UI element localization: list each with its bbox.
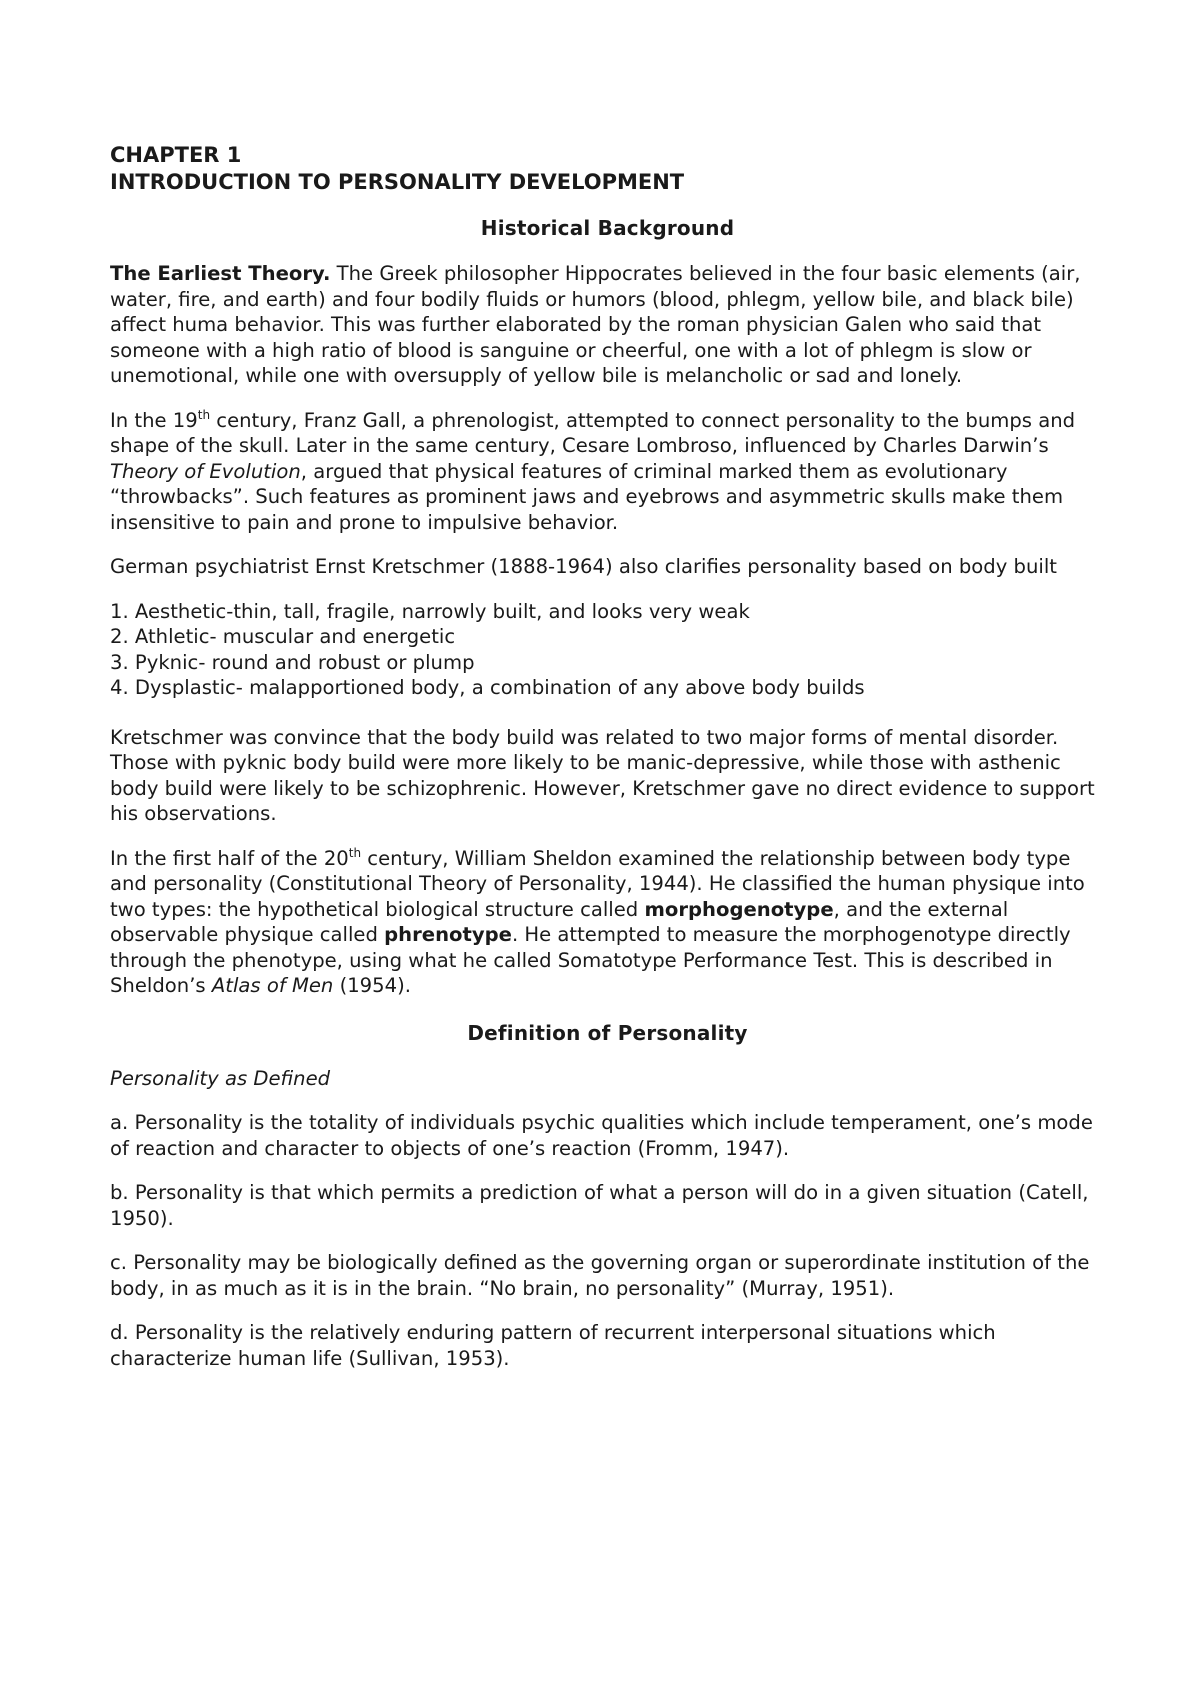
definition-item: a. Personality is the totality of individuals psychic qualities which include temperament, one’s mode of reaction and character to objects of one’s reaction (Fromm, 1947). bbox=[110, 1111, 1093, 1160]
text-run: century, William Sheldon examined the relationship between body type and personality (Constitutional Theory of Personality, 1944). He classified the human physique into two types: the hypothetical biological structure called bbox=[110, 846, 1085, 921]
text-run: century, Franz Gall, a phrenologist, attempted to connect personality to the bumps and shape of the skull. Later in the same century, Cesare Lombroso, influenced by Charles Darwin’s bbox=[110, 408, 1076, 457]
text-run: In the first half of the 20 bbox=[110, 846, 349, 870]
chapter-title: INTRODUCTION TO PERSONALITY DEVELOPMENT bbox=[110, 170, 685, 194]
paragraph-lead: The Earliest Theory. bbox=[110, 262, 331, 285]
text-run: (1954). bbox=[333, 974, 411, 997]
text-run: , and the external observable physique called bbox=[110, 897, 1009, 946]
paragraph-earliest-theory bbox=[110, 261, 1105, 389]
section-title-historical: Historical Background bbox=[480, 216, 735, 240]
list-item: 3. Pyknic- round and robust or plump bbox=[110, 650, 475, 674]
list-item: 4. Dysplastic- malapportioned body, a combination of any above body builds bbox=[110, 676, 865, 699]
list-item: 2. Athletic- muscular and energetic bbox=[110, 625, 456, 648]
chapter-number: CHAPTER 1 bbox=[110, 143, 242, 167]
definition-item: c. Personality may be biologically defined as the governing organ or superordinate institution of the body, in as much as it is in the brain. “No brain, no personality” (Murray, 1951). bbox=[110, 1251, 1090, 1300]
superscript: th bbox=[348, 845, 362, 860]
paragraph-kretschmer-intro: German psychiatrist Ernst Kretschmer (1888-1964) also clarifies personality based on body built bbox=[110, 555, 1057, 578]
bold-term: morphogenotype bbox=[644, 897, 834, 921]
chapter-heading bbox=[110, 142, 1105, 196]
italic-title: Theory of Evolution bbox=[110, 459, 301, 483]
body-type-list bbox=[110, 599, 1105, 701]
definition-item: b. Personality is that which permits a prediction of what a person will do in a given situation (Catell, 1950). bbox=[110, 1181, 1089, 1230]
document-page bbox=[110, 142, 1105, 1390]
paragraph-sheldon bbox=[110, 846, 1105, 999]
bold-term: phrenotype bbox=[384, 923, 512, 946]
paragraph-phrenology bbox=[110, 408, 1105, 536]
section-title-definition: Definition of Personality bbox=[467, 1020, 748, 1045]
paragraph-text: The Greek philosopher Hippocrates believed in the four basic elements (air, water, fire, and earth) and four bodily fluids or humors (blood, phlegm, yellow bile, and black bile) affect huma behavior. This was further elaborated by the roman physician Galen who said that someone with a high ratio of blood is sanguine or cheerful, one with a lot of phlegm is slow or unemotional, while one with oversupply of yellow bile is melancholic or sad and lonely. bbox=[110, 262, 1081, 387]
superscript: th bbox=[197, 407, 211, 422]
text-run: , argued that physical features of criminal marked them as evolutionary “throwbacks”. Such features as prominent jaws and eyebrows and asymmetric skulls make them insensitive to pain and prone to impulsive behavior. bbox=[110, 459, 1064, 534]
text-run: . He attempted to measure the morphogenotype directly through the phenotype, using what he called Somatotype Performance Test. This is described in Sheldon’s bbox=[110, 923, 1071, 997]
text-run: In the 19 bbox=[110, 408, 198, 432]
paragraph-kretschmer-disorder: Kretschmer was convince that the body build was related to two major forms of mental disorder. Those with pyknic body build were more likely to be manic-depressive, while those with asthenic body build were likely to be schizophrenic. However, Kretschmer gave no direct evidence to support his observations. bbox=[110, 725, 1095, 825]
italic-title: Atlas of Men bbox=[211, 974, 334, 997]
subheading: Personality as Defined bbox=[110, 1066, 331, 1090]
list-item: 1. Aesthetic-thin, tall, fragile, narrowly built, and looks very weak bbox=[110, 599, 750, 623]
definition-item: d. Personality is the relatively enduring pattern of recurrent interpersonal situations which characterize human life (Sullivan, 1953). bbox=[110, 1321, 996, 1370]
